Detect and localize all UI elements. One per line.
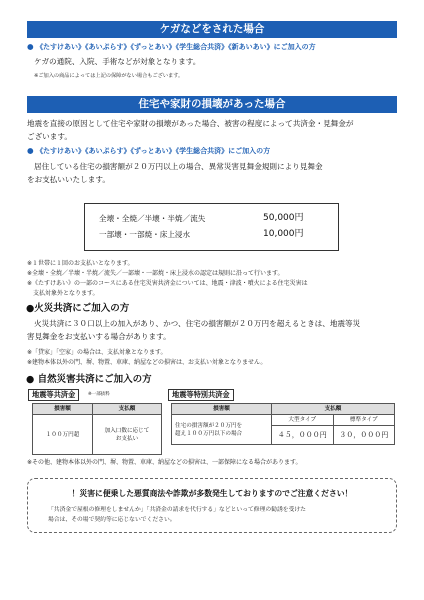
section2-intro-line2: ございます。 xyxy=(27,132,72,141)
bullet: ● xyxy=(27,42,34,51)
table2-row-label xyxy=(172,415,272,445)
table2-value-large: ４５，０００円 xyxy=(272,426,334,445)
table2-label: 地震等特別共済金 xyxy=(168,389,234,401)
section2-body-line1: 居住している住宅の損害額が２０万円以上の場合、異常災害見舞金規則により見舞金 xyxy=(34,162,323,171)
section2-heading xyxy=(27,145,407,157)
section2-heading-text: 《たすけあい》《あいぷらす》《ずっとあい》《学生総合共済》にご加入の方 xyxy=(36,147,271,155)
section2-body-line2: をお支払いいたします。 xyxy=(27,175,110,184)
natural-note: ※その他、建物本体以外の門、塀、物置、車庫、納屋などの損害は、一部保障になる場合があります。 xyxy=(27,459,302,466)
warning-title: ！災害に便乗した悪質商法や詐欺が多数発生しておりますのでご注意ください！ xyxy=(71,489,353,498)
bullet: ● xyxy=(27,146,34,155)
section1-heading-text: 《たすけあい》《あいぷらす》《ずっとあい》《学生総合共済》《新あいあい》にご加入の方 xyxy=(36,43,316,51)
section1-heading xyxy=(27,41,407,53)
table1-label: 地震等共済金 xyxy=(28,389,79,401)
section2-note-2: ※全壊・全焼／半壊・半焼／流失／一部壊・一部焼・床上浸水の認定は規則に沿って行います。 xyxy=(27,270,284,277)
table1-cell-payment xyxy=(93,415,162,455)
fire-note-1: ※「貸家」「空家」の場合は、支払対象となります。 xyxy=(27,349,167,356)
section1-note: ※ご加入の商品によっては上記の保障がない場合もございます。 xyxy=(34,73,184,79)
fire-body-line2: 害見舞金をお支払いする場合があります。 xyxy=(27,332,171,341)
amount-value-1: 50,000円 xyxy=(263,213,304,223)
table1 xyxy=(32,403,162,455)
section2-banner: 住宅や家財の損壊があった場合 xyxy=(27,96,397,113)
section1-banner: ケガなどをされた場合 xyxy=(27,21,397,38)
warning-box xyxy=(27,478,397,533)
section1-body: ケガの通院、入院、手術などが対象となります。 xyxy=(34,57,201,66)
table2-header-payment: 支払額 xyxy=(272,404,395,415)
table1-sublabel: ※一部抜粋 xyxy=(88,392,110,397)
fire-note-2: ※建物本体以外の門、塀、物置、車庫、納屋などの損害は、お支払い対象となりません。 xyxy=(27,359,267,366)
table1-header-payment: 支払額 xyxy=(93,404,162,415)
warning-body-line1: 「共済金で屋根の修理をしませんか」「共済金の請求を代行する」などといって修理の勧誘を受けた xyxy=(48,507,306,513)
fire-body-line1: 火災共済に３０口以上の加入があり、かつ、住宅の損害額が２０万円を超えるときは、地震等災 xyxy=(34,319,361,328)
table2-row-label-line1: 住宅の損害額が２０万円を xyxy=(175,422,243,429)
warning-body-line2: 場合は、その場で契約等に応じないでください。 xyxy=(48,517,176,523)
table1-payment-line1: 加入口数に応じて xyxy=(104,427,150,434)
section2-note-4: 支払対象外となります。 xyxy=(27,290,99,297)
section2-note-1: ※１世帯に１回のお支払いとなります。 xyxy=(27,260,134,267)
table2-value-standard: ３０，０００円 xyxy=(333,426,395,445)
table2-header-damage: 損害額 xyxy=(172,404,272,415)
table1-cell-damage: １００万円超 xyxy=(33,415,93,455)
section2-intro-line1: 地震を直接の原因として住宅や家財の損壊があった場合、被害の程度によって共済金・見舞金が xyxy=(27,119,354,128)
amount-value-2: 10,000円 xyxy=(263,229,304,239)
amount-label-1: 全壊・全焼／半壊・半焼／流失 xyxy=(99,214,206,223)
table1-header-damage: 損害額 xyxy=(33,404,93,415)
table2-subheader-large: 大型タイプ xyxy=(272,415,334,426)
table1-payment-line2: お支払い xyxy=(115,435,139,442)
table2-subheader-standard: 標準タイプ xyxy=(333,415,395,426)
natural-heading: ● 自然災害共済にご加入の方 xyxy=(26,374,152,385)
table2-row-label-line2: 超え１００万円以下の場合 xyxy=(175,430,243,437)
fire-heading: ●火災共済にご加入の方 xyxy=(26,303,130,314)
amount-box xyxy=(84,203,339,251)
table2 xyxy=(171,403,395,445)
amount-label-2: 一部壊・一部焼・床上浸水 xyxy=(99,230,191,239)
section2-note-3: ※《たすけあい》の一部のコースにある住宅災害共済金については、地震・津波・噴火による住宅災害は xyxy=(27,280,308,287)
